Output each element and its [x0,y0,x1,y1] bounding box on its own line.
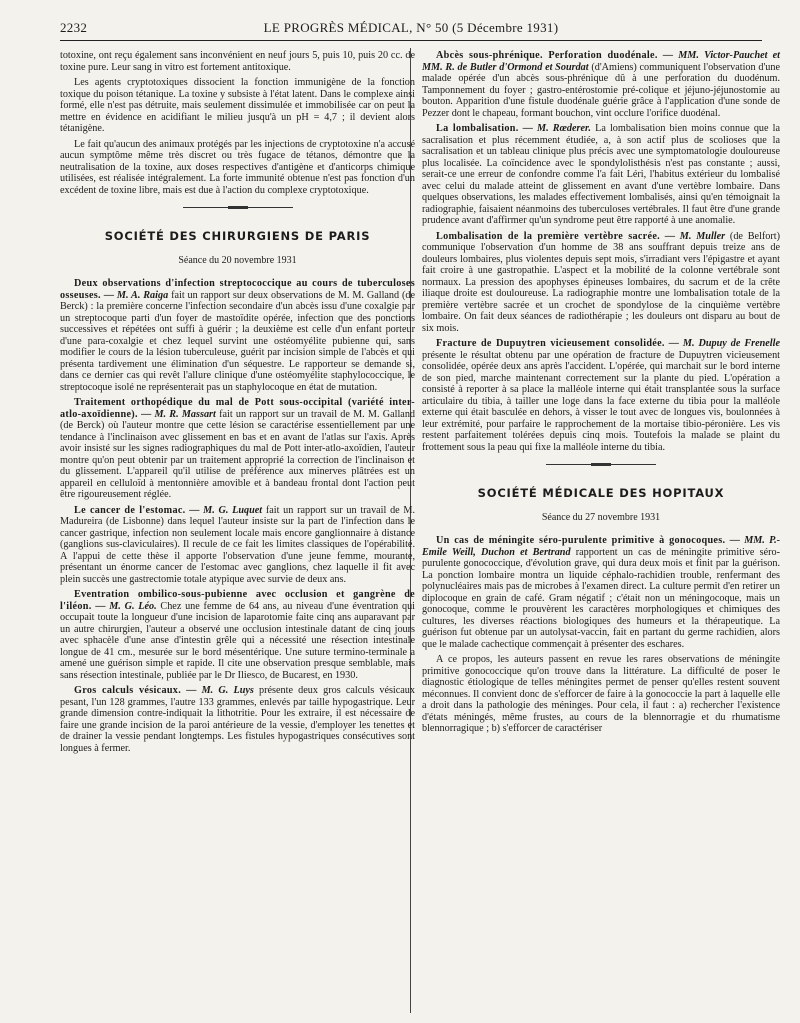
section-title-hopitaux: SOCIÉTÉ MÉDICALE DES HOPITAUX [477,486,725,500]
intro-paragraph-2: Les agents cryptotoxiques dissocient la fonction immunigène de la fonction toxique du poison tétanique. La toxine y subsiste à l'état latent. Dans le complexe ainsi formé, elle n'est pas détruite, mais seulement dissimulée et immobilisée car on peut la mettre en évidence en acidifiant le milieu jusqu'à un pH = 4,7 ; il devient alors tétanigène. [60,77,415,134]
article-body: présente le résultat obtenu par une opération de fracture de Dupuytren vicieusement consolidée, opérée deux ans après l'accident. L'opérée, qui marchait sur le bord interne de son pied, marche maintenant correctement sur la plante du pied. L'opération a consisté à reporter à sa place la malléole interne qui était transplantée sous la surface articulaire du tibia, à tailler une loge dans la face externe du tibia pour la malléole externe qui était basculée en dehors, à visser le tout avec de longues vis, boulonnées à leur extrémité, pour parfaire le rapprochement de la mortaise tibio-péronière. Les vis restent parfaitement tolérées depuis cinq mois. Toutefois la malade se plaint du frottement sous la peau qui fixe la malléole interne du tibia. [422,349,780,453]
article-body: (de Belfort) communique l'observation d'un homme de 38 ans souffrant depuis treize ans de douleurs lombaires, plus violentes depuis sept mois, s'irradiant vers l'épigastre et ayant fait croire à une gastropathie. L'aspect et la mobilité de la colonne vertébrale sont normaux. La pression des apophyses épineuses lombaires, du sacrum et de la crête iliaque droite est douloureuse. La radiographie montre une lombalisation totale de la première vertèbre sacrée et un crochet de spondylose de la cinquième vertèbre lombaire. On fait deux séances de radiothérapie ; les douleurs ont disparu au bout de six mois. [422,230,780,334]
left-column [60,50,415,758]
article-title: Abcès sous-phrénique. Perforation duodénale. [436,50,658,61]
running-title: LE PROGRÈS MÉDICAL, N° 50 (5 Décembre 1931) [263,20,559,35]
article-meningite-gonococcique [422,535,780,650]
article-abces-sous-phrenique [422,50,780,119]
section-title-chirurgiens: SOCIÉTÉ DES CHIRURGIENS DE PARIS [104,229,371,243]
article-body: (d'Amiens) communiquent l'observation d'une malade opérée d'un abcès sous-phrénique dû à une perforation du duodénum. Tamponnement du foyer ; gastro-entérostomie pré-colique et jéjuno-jéjunostomie au bouton. Apparition d'une fistule duodénale guérie grâce à l'application d'une sonde de Pezzer dont le chapeau, formant bouchon, vint occlure l'orifice duodénal. [422,61,781,119]
article-author: — M. G. Luquet [189,504,263,516]
article-author: — M. Muller [664,230,726,242]
article-lombalisation [422,123,780,227]
article-body: La lombalisation bien moins connue que la sacralisation et plus récemment étudiée, a, à son actif plus de scolioses que la sacralisation et un tableau clinique plus précis avec une symptomatologie douloureuse plus localisée. La coïncidence avec le spondylolisthésis n'est pas constante ; aussi, serait-ce une erreur de confondre comme l'a fait Léri, l'habitus extérieur du lombalisé avec celui du malade atteint de glissement en avant d'une vertèbre lombaire. Dans quelques observations, les malades effectivement lombalisés, ainsi qu'en témoignait la radiographie, faisaient néanmoins des tuberculoses vertébrales. Il faut être d'une grande prudence avant d'affirmer qu'un syndrome peut être rapporté à une anomalie. [422,123,781,226]
article-meningite-paragraph-2: A ce propos, les auteurs passent en revue les rares observations de méningite primitive gonococcique qu'on trouve dans la littérature. La difficulté de poser le diagnostic étiologique de telles méningites permet de penser qu'elles restent souvent méconnues. Il convient donc de s'efforcer de faire à la gonococcie la part à laquelle elle a droit dans la pathologie des méninges. Pour cela, il faut : a) rechercher l'existence d'états méningés, même frustes, au cours de la blennorragie et du rhumatisme blennorragique ; b) s'efforcer de caractériser [422,654,780,734]
seance-date-hopitaux: Séance du 27 novembre 1931 [541,511,661,523]
article-cancer-estomac [60,505,415,586]
section-separator [183,206,293,209]
article-mal-de-pott [60,397,415,501]
article-body: présente deux gros calculs vésicaux pesant, l'un 128 grammes, l'autre 133 grammes, enlevés par taille hypogastrique. Leur grande dimension contre-indiquait la lithotritie. Pour les extraire, il est nécessaire de faire une grande incision de la paroi antérieure de la vessie, d'employer les tenettes et de drainer la vessie pendant longtemps. Les fistules hypogastriques consécutives sont longues à fermer. [60,685,415,754]
article-title: Eventration ombilico-sous-pubienne avec occlusion et gangrène de l'iléon. [60,589,415,612]
article-title: Un cas de méningite séro-purulente primitive à gonocoques. [436,535,726,546]
article-title: La lombalisation. [436,123,519,134]
article-eventration [60,589,415,681]
article-body: fait un rapport sur deux observations de M. M. Galland (de Berck) : la première concerne l'infection secondaire d'un abcès issu d'une coxalgie par un streptocoque parti d'un foyer de mastoïdite opérée, infection que des ponctions successives et répétées ont suffi à guérir ; la deuxième est celle d'un enfant porteur d'une para-coxalgie et chez lequel survint une ostéomyélite pubienne qui, sans modifier le cours de la lésion tuberculeuse, guérit par incision simple de l'abcès et qui présenta tardivement une élimination d'un séquestre. Le rapporteur se demande si, dans ce dernier cas qui revêt l'allure clinique d'une ostéomyélite staphylococcique, le streptocoque isolé ne représenterait pas un staphylocoque en état de mutation. [60,289,416,393]
seance-date-chirurgiens: Séance du 20 novembre 1931 [178,254,297,266]
article-lombalisation-sacree [422,231,780,335]
article-author: — MM. Victor-Pauchet et MM. R. de Butler d'Ormond et Sourdat [422,50,780,73]
section-separator [546,463,656,466]
article-title: Deux observations d'infection streptococcique au cours de tuberculoses osseuses. [60,278,415,301]
article-title: Le cancer de l'estomac. [74,504,186,516]
article-body: Chez une femme de 64 ans, au niveau d'une éventration qui occupait toute la longueur d'une incision de laparotomie faite cinq ans auparavant par un autre chirurgien, l'auteur a observé une occlusion intestinale datant de cinq jours avec sphacèle d'une anse d'intestin grêle qui a nécessité une résection intestinale longue de 41 cm., mesurée sur le bord mésentérique. Une suture termino-terminale a amené une guérison simple et rapide. Il cite une observation presque semblable, mais sans résection intestinale, publiée par le Dr Iliesco, de Bucarest, en 1930. [60,600,416,681]
page-number: 2232 [60,20,88,35]
article-title: Gros calculs vésicaux. [74,685,182,696]
article-title: Fracture de Dupuytren vicieusement consolidée. [436,338,665,349]
article-body: fait un rapport sur un travail de M. M. Galland (de Berck) où l'auteur montre que cette lésion se caractérise essentiellement par une tendance à l'inclinaison avec glissement en bas et en avant de l'atlas sur l'axis. Après avoir insisté sur les signes radiographiques du mal de Pott inter-atlo-axoïdien, l'auteur montre qu'on peut obtenir par un traitement approprié la correction de l'inclinaison et du glissement. L'appareil qu'il utilise de préférence aux minerves plâtrées est un appareil en celluloïd à mentonnière amovible et à bandeau frontal dont l'action peut être rigoureusement réglée. [60,408,416,500]
article-author: — M. A. Raiga [103,289,169,301]
article-author: — M. Dupuy de Frenelle [668,338,780,349]
article-author: — M. G. Luys [186,685,254,696]
article-author: — MM. P.-Emile Weill, Duchon et Bertrand [422,535,781,558]
article-title: Traitement orthopédique du mal de Pott sous-occipital (variété inter-atlo-axoïdienne). [60,397,415,420]
intro-paragraph-3: Le fait qu'aucun des animaux protégés par les injections de cryptotoxine n'a accusé aucun symptôme même très discret ou très fugace de tétanos, démontre que la neutralisation de la toxine, aux doses respectives d'antigène et d'anticorps chimique utilisées, est réalisée intégralement. La forte immunité obtenue n'est pas fonction d'un excédent de toxine libre, mais est due à l'action du complexe cryptotoxique. [60,138,415,196]
page-header [60,18,762,41]
intro-paragraph-1: totoxine, ont reçu également sans inconvénient en neuf jours 5, puis 10, puis 20 cc. de toxine pure. Leur sang in vitro est fortement antitoxique. [60,50,415,73]
article-calculs-vesicaux [60,685,415,754]
article-fracture-dupuytren [422,338,780,453]
article-title: Lombalisation de la première vertèbre sacrée. [436,230,660,242]
article-author: — M. G. Léo. [95,600,157,612]
article-author: — M. R. Massart [141,408,216,420]
article-body: fait un rapport sur un travail de M. Madureira (de Lisbonne) dans lequel l'auteur insiste sur la part de l'infection dans le cancer gastrique, infection non seulement locale mais encore ganglionnaire à distance (ganglions sus-claviculaires). Il recule de ce fait les limites classiques de l'opérabilité. A l'appui de cette thèse il apporte l'observation d'une jeune femme, mourante, présentant un énorme cancer de l'estomac avec ganglions, chez laquelle il fit avec plein succès une gastrectomie totale atypique avec survie de deux ans. [60,504,416,585]
article-body: rapportent un cas de méningite primitive séro-purulente gonococcique, d'évolution grave, qui dura deux mois et finit par la guérison. La ponction lombaire montra un liquide céphalo-rachidien trouble, renfermant des polynucléaires mais pas de microbes à l'examen direct. La culture permit d'en retirer un diplocoque en grain de café. Gram négatif ; c'était non un méningocoque, mais un gonocoque, comme le prouvèrent les caractères morphologiques et chimiques des cultures, les diverses réactions biologiques des humeurs et la thérapeutique. La guérison fut obtenue par un autolysat-vaccin, fait en partant du germe rachidien, alors que le malade cachectique commençait à présenter des eschares. [422,546,780,650]
article-author: — M. Rœderer. [522,123,591,134]
article-streptococcique [60,278,415,393]
right-column [422,50,780,739]
